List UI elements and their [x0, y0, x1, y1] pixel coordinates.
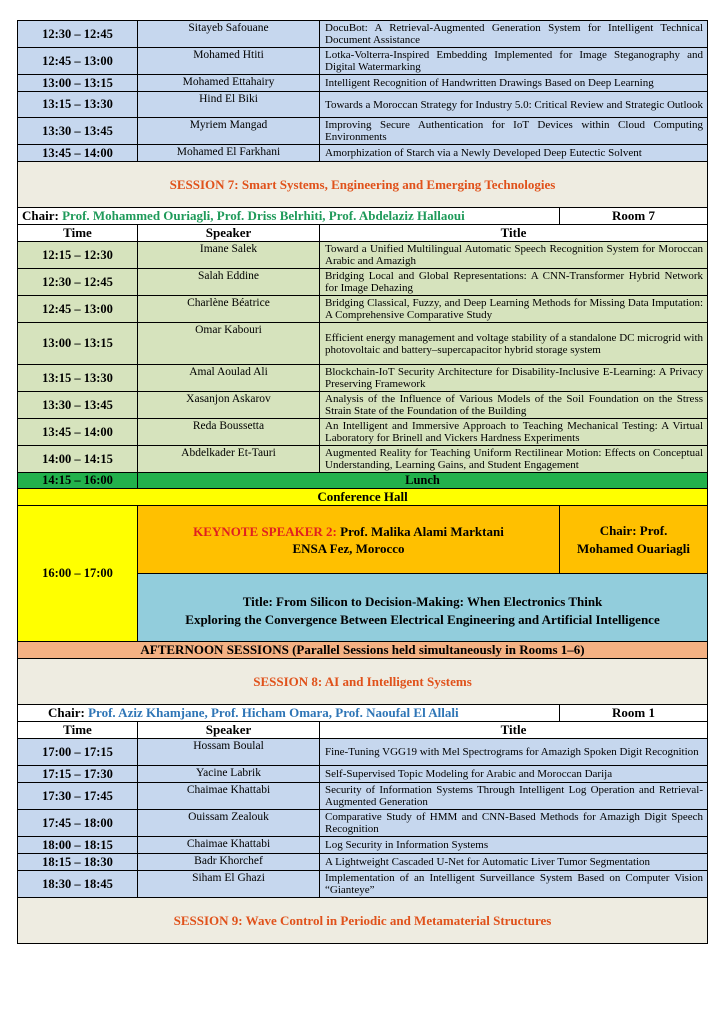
time-cell: 13:00 – 13:15	[18, 75, 138, 92]
time-cell: 13:15 – 13:30	[18, 365, 138, 392]
table-row	[18, 446, 708, 473]
title-cell: Self-Supervised Topic Modeling for Arabic and Moroccan Darija	[320, 766, 708, 783]
table-row	[18, 242, 708, 269]
title-cell: Lotka-Volterra-Inspired Embedding Implemented for Image Steganography and Digital Watermarking	[320, 48, 708, 75]
table-row	[18, 739, 708, 766]
conference-hall: Conference Hall	[18, 489, 708, 506]
time-cell: 12:30 – 12:45	[18, 21, 138, 48]
session-heading: SESSION 9: Wave Control in Periodic and Metamaterial Structures	[18, 898, 708, 944]
lunch-row	[18, 473, 708, 489]
keynote-chair: Chair: Prof. Mohamed Ouariagli	[560, 506, 708, 574]
time-cell: 18:30 – 18:45	[18, 871, 138, 898]
time-cell: 18:00 – 18:15	[18, 837, 138, 854]
session-heading: SESSION 7: Smart Systems, Engineering and Emerging Technologies	[18, 162, 708, 208]
session-heading-row	[18, 162, 708, 208]
title-cell: Amorphization of Starch via a Newly Developed Deep Eutectic Solvent	[320, 145, 708, 162]
keynote-speaker: Prof. Malika Alami Marktani	[340, 523, 504, 539]
title-cell: Implementation of an Intelligent Surveillance System Based on Computer Vision “Gianteye”	[320, 871, 708, 898]
keynote-affiliation: ENSA Fez, Morocco	[292, 540, 405, 556]
time-cell: 13:45 – 14:00	[18, 145, 138, 162]
time-cell: 13:00 – 13:15	[18, 323, 138, 365]
time-cell: 13:30 – 13:45	[18, 118, 138, 145]
table-row	[18, 118, 708, 145]
lunch-label: Lunch	[138, 473, 708, 489]
title-cell: Improving Secure Authentication for IoT Devices within Cloud Computing Environments	[320, 118, 708, 145]
keynote-title-cell	[138, 574, 708, 642]
table-row	[18, 810, 708, 837]
program-page	[17, 20, 707, 944]
chair-cell	[18, 208, 560, 225]
speaker-cell: Hossam Boulal	[138, 739, 320, 766]
time-cell: 13:30 – 13:45	[18, 392, 138, 419]
session-heading-row	[18, 898, 708, 944]
table-row	[18, 854, 708, 871]
speaker-cell: Yacine Labrik	[138, 766, 320, 783]
header-row	[18, 225, 708, 242]
table-row	[18, 92, 708, 118]
speaker-cell: Mohamed Htiti	[138, 48, 320, 75]
speaker-cell: Chaimae Khattabi	[138, 783, 320, 810]
program-table	[17, 20, 708, 944]
title-cell: An Intelligent and Immersive Approach to Teaching Mechanical Testing: A Virtual Laboratory for Brinell and Vickers Hardness Experiments	[320, 419, 708, 446]
title-cell: A Lightweight Cascaded U-Net for Automatic Liver Tumor Segmentation	[320, 854, 708, 871]
speaker-cell: Omar Kabouri	[138, 323, 320, 365]
time-cell: 17:00 – 17:15	[18, 739, 138, 766]
column-header-time: Time	[18, 722, 138, 739]
speaker-cell: Chaimae Khattabi	[138, 837, 320, 854]
table-row	[18, 392, 708, 419]
speaker-cell: Abdelkader Et-Tauri	[138, 446, 320, 473]
keynote-row	[18, 506, 708, 574]
table-row	[18, 48, 708, 75]
table-row	[18, 145, 708, 162]
time-cell: 18:15 – 18:30	[18, 854, 138, 871]
time-cell: 17:45 – 18:00	[18, 810, 138, 837]
table-row	[18, 21, 708, 48]
title-cell: Blockchain-IoT Security Architecture for Disability-Inclusive E-Learning: A Privacy Preserving Framework	[320, 365, 708, 392]
speaker-cell: Mohamed El Farkhani	[138, 145, 320, 162]
speaker-cell: Siham El Ghazi	[138, 871, 320, 898]
time-cell: 14:00 – 14:15	[18, 446, 138, 473]
keynote-speaker-cell	[138, 506, 560, 574]
time-cell: 13:45 – 14:00	[18, 419, 138, 446]
title-cell: Fine-Tuning VGG19 with Mel Spectrograms for Amazigh Spoken Digit Recognition	[320, 739, 708, 766]
title-cell: Towards a Moroccan Strategy for Industry 5.0: Critical Review and Strategic Outlook	[320, 92, 708, 118]
column-header-time: Time	[18, 225, 138, 242]
title-cell: Toward a Unified Multilingual Automatic Speech Recognition System for Moroccan Arabic and Amazigh	[320, 242, 708, 269]
table-row	[18, 766, 708, 783]
keynote-title-line2: Exploring the Convergence Between Electrical Engineering and Artificial Intelligence	[185, 611, 660, 627]
speaker-cell: Charlène Béatrice	[138, 296, 320, 323]
title-cell: Security of Information Systems Through Intelligent Log Operation and Retrieval-Augmented Generation	[320, 783, 708, 810]
column-header-speaker: Speaker	[138, 722, 320, 739]
room-cell: Room 7	[560, 208, 708, 225]
speaker-cell: Hind El Biki	[138, 92, 320, 118]
table-row	[18, 783, 708, 810]
speaker-cell: Salah Eddine	[138, 269, 320, 296]
time-cell: 17:15 – 17:30	[18, 766, 138, 783]
table-row	[18, 419, 708, 446]
speaker-cell: Sitayeb Safouane	[138, 21, 320, 48]
keynote-label: KEYNOTE SPEAKER 2:	[193, 523, 341, 539]
table-row	[18, 296, 708, 323]
title-cell: DocuBot: A Retrieval-Augmented Generation System for Intelligent Technical Document Assistance	[320, 21, 708, 48]
lunch-time: 14:15 – 16:00	[18, 473, 138, 489]
chair-row	[18, 705, 708, 722]
keynote-title-line1: Title: From Silicon to Decision-Making: When Electronics Think	[242, 593, 603, 609]
header-row	[18, 722, 708, 739]
time-cell: 12:45 – 13:00	[18, 48, 138, 75]
title-cell: Bridging Local and Global Representations: A CNN-Transformer Hybrid Network for Image Dehazing	[320, 269, 708, 296]
keynote-time: 16:00 – 17:00	[18, 506, 138, 642]
time-cell: 12:15 – 12:30	[18, 242, 138, 269]
afternoon-banner: AFTERNOON SESSIONS (Parallel Sessions held simultaneously in Rooms 1–6)	[18, 642, 708, 659]
column-header-title: Title	[320, 225, 708, 242]
time-cell: 17:30 – 17:45	[18, 783, 138, 810]
session-heading: SESSION 8: AI and Intelligent Systems	[18, 659, 708, 705]
title-cell: Log Security in Information Systems	[320, 837, 708, 854]
speaker-cell: Xasanjon Askarov	[138, 392, 320, 419]
table-row	[18, 365, 708, 392]
speaker-cell: Badr Khorchef	[138, 854, 320, 871]
speaker-cell: Myriem Mangad	[138, 118, 320, 145]
table-row	[18, 871, 708, 898]
time-cell: 13:15 – 13:30	[18, 92, 138, 118]
table-row	[18, 323, 708, 365]
session-heading-row	[18, 659, 708, 705]
table-row	[18, 75, 708, 92]
chair-names: Prof. Mohammed Ouriagli, Prof. Driss Belrhiti, Prof. Abdelaziz Hallaoui	[62, 208, 465, 223]
conference-hall-row	[18, 489, 708, 506]
title-cell: Comparative Study of HMM and CNN-Based Methods for Amazigh Digit Speech Recognition	[320, 810, 708, 837]
title-cell: Analysis of the Influence of Various Models of the Soil Foundation on the Stress Strain State of the Foundation of the Building	[320, 392, 708, 419]
chair-cell	[18, 705, 560, 722]
room-cell: Room 1	[560, 705, 708, 722]
chair-names: Prof. Aziz Khamjane, Prof. Hicham Omara, Prof. Naoufal El Allali	[88, 705, 459, 720]
time-cell: 12:30 – 12:45	[18, 269, 138, 296]
column-header-title: Title	[320, 722, 708, 739]
chair-label: Chair:	[22, 208, 63, 223]
speaker-cell: Ouissam Zealouk	[138, 810, 320, 837]
speaker-cell: Imane Salek	[138, 242, 320, 269]
title-cell: Bridging Classical, Fuzzy, and Deep Learning Methods for Missing Data Imputation: A Comprehensive Comparative Study	[320, 296, 708, 323]
table-row	[18, 269, 708, 296]
title-cell: Intelligent Recognition of Handwritten Drawings Based on Deep Learning	[320, 75, 708, 92]
chair-label: Chair:	[48, 705, 89, 720]
chair-row	[18, 208, 708, 225]
speaker-cell: Mohamed Ettahairy	[138, 75, 320, 92]
column-header-speaker: Speaker	[138, 225, 320, 242]
afternoon-row	[18, 642, 708, 659]
title-cell: Augmented Reality for Teaching Uniform Rectilinear Motion: Effects on Conceptual Understanding, Learning Gains, and Student Engagement	[320, 446, 708, 473]
time-cell: 12:45 – 13:00	[18, 296, 138, 323]
speaker-cell: Reda Boussetta	[138, 419, 320, 446]
speaker-cell: Amal Aoulad Ali	[138, 365, 320, 392]
title-cell: Efficient energy management and voltage stability of a standalone DC microgrid with photovoltaic and battery–supercapacitor hybrid storage system	[320, 323, 708, 365]
table-row	[18, 837, 708, 854]
